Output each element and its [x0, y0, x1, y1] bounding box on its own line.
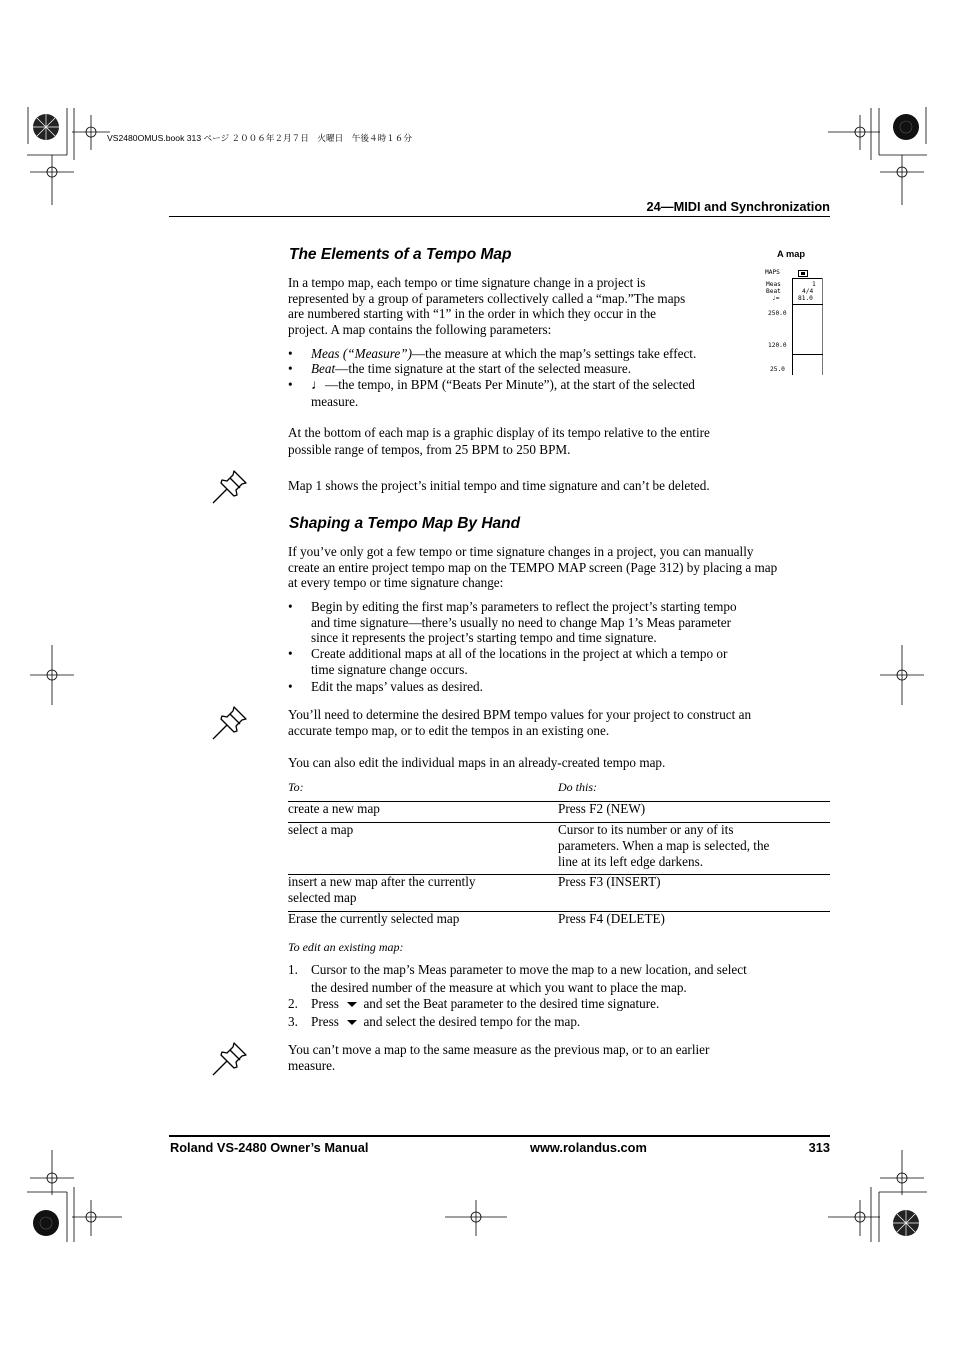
step-text: and select the desired tempo for the map.: [363, 1014, 581, 1029]
beat-value: 4/4: [802, 288, 814, 295]
scale-min: 25.0: [770, 366, 785, 373]
table-row-2-do: [558, 822, 823, 869]
page-number: 313: [808, 1140, 830, 1155]
text-line: selected map: [288, 889, 357, 905]
text-line: represented by a group of parameters collectively called a “map.”The maps: [288, 290, 686, 306]
lcd-map-figure: [765, 268, 827, 378]
text-line: are numbered starting with “1” in the order in which they occur in the: [288, 306, 657, 322]
figure-caption: A map: [777, 249, 806, 259]
text-line: line at its left edge darkens.: [558, 853, 704, 869]
cursor-down-icon: [345, 1000, 359, 1009]
bullet-edit-first: • Begin by editing the first map’s parameters to reflect the project’s starting tempo and time signature—there’s usually no need to change Map 1’s Meas parameter since it represents the project’s starting tempo and time signature.: [288, 599, 737, 646]
lcd-rule: [792, 278, 823, 279]
map-right-edge: [822, 278, 823, 375]
footer-url: www.rolandus.com: [530, 1140, 647, 1155]
step-2: [288, 996, 828, 1012]
closing-paragraph: [288, 425, 808, 457]
note-map1: Map 1 shows the project’s initial tempo and time signature and can’t be deleted.: [288, 478, 710, 493]
text-line: In a tempo map, each tempo or time signature change in a project is: [288, 275, 646, 290]
map-number-fill: [801, 272, 805, 275]
chapter-title: 24—MIDI and Synchronization: [646, 199, 830, 214]
meas-label: Meas: [766, 281, 781, 288]
cursor-down-icon: [345, 1018, 359, 1027]
text-line: measure.: [288, 1057, 336, 1073]
map-number-box: [798, 270, 808, 277]
bullet-create-additional: • Create additional maps at all of the locations in the project at which a tempo or time signature change occurs.: [288, 646, 728, 677]
table-row-3-do: Press F3 (INSERT): [558, 874, 661, 889]
text-line: Edit the maps’ values as desired.: [311, 679, 483, 694]
table-row-4-to: Erase the currently selected map: [288, 911, 460, 926]
pushpin-note-icon: [210, 468, 250, 506]
also-paragraph: You can also edit the individual maps in an already-created tempo map.: [288, 755, 666, 770]
definition: —the time signature at the start of the selected measure.: [335, 361, 632, 376]
footer-manual-title: Roland VS-2480 Owner’s Manual: [170, 1140, 369, 1155]
step-number: 2.: [288, 996, 298, 1011]
map-left-edge: [792, 278, 793, 375]
text-line: Begin by editing the first map’s parameters to reflect the project’s starting tempo: [311, 599, 737, 614]
term: Meas (“Measure”): [311, 346, 412, 361]
table-row-2-to: select a map: [288, 822, 354, 837]
procedure-title: To edit an existing map:: [288, 940, 404, 954]
definition: —the measure at which the map’s settings take effect.: [411, 346, 697, 361]
quarter-note-icon: ♩: [311, 378, 325, 393]
step-3: [288, 1014, 828, 1030]
text-line: project. A map contains the following parameters:: [288, 322, 552, 338]
bullet-beat: • Beat—the time signature at the start of the selected measure.: [288, 361, 632, 376]
note-bpm: [288, 707, 833, 738]
bullet-edit-values: • Edit the maps’ values as desired.: [288, 679, 483, 694]
step-text: Press: [311, 1014, 339, 1029]
table-header-to: To:: [288, 780, 304, 794]
term: Beat: [311, 361, 336, 376]
pushpin-note-icon: [210, 704, 250, 742]
step-text: Press: [311, 996, 339, 1011]
table-row-1-do: Press F2 (NEW): [558, 801, 646, 816]
lcd-title: MAPS: [765, 269, 780, 276]
text-line: At the bottom of each map is a graphic display of its tempo relative to the entire: [288, 425, 710, 440]
print-slug: VS2480OMUS.book 313 ページ ２００６年２月７日 火曜日 午後４時１６分: [107, 133, 412, 143]
text-line: If you’ve only got a few tempo or time signature changes in a project, you can manually: [288, 544, 754, 559]
text-line: Create additional maps at all of the locations in the project at which a tempo or: [311, 646, 728, 661]
table-row-4-do: Press F4 (DELETE): [558, 911, 665, 926]
tempo-value: 81.0: [798, 295, 813, 302]
text-line: accurate tempo map, or to edit the tempos in an existing one.: [288, 722, 610, 738]
section-heading-elements: The Elements of a Tempo Map: [289, 246, 512, 263]
definition: measure.: [311, 393, 359, 409]
tempo-label: ♩=: [772, 295, 780, 302]
scale-max: 250.0: [768, 310, 787, 317]
text-line: time signature change occurs.: [311, 661, 468, 677]
table-row-3-to: [288, 874, 543, 906]
beat-label: Beat: [766, 288, 781, 295]
text-line: and time signature—there’s usually no need to change Map 1’s Meas parameter: [311, 614, 732, 630]
table-row-1-to: create a new map: [288, 801, 380, 816]
text-line: You can’t move a map to the same measure as the previous map, or to an earlier: [288, 1042, 710, 1057]
shaping-intro: [288, 544, 833, 591]
bullet-meas: • Meas (“Measure”)—the measure at which the map’s settings take effect.: [288, 346, 697, 361]
text-line: You’ll need to determine the desired BPM tempo values for your project to construct an: [288, 707, 752, 722]
text-line: Cursor to the map’s Meas parameter to move the map to a new location, and select: [311, 962, 747, 977]
step-number: 1.: [288, 962, 298, 977]
section-heading-shaping: Shaping a Tempo Map By Hand: [289, 515, 521, 532]
table-header-do: Do this:: [558, 780, 597, 794]
text-line: at every tempo or time signature change:: [288, 575, 504, 591]
text-line: parameters. When a map is selected, the: [558, 837, 770, 853]
text-line: create an entire project tempo map on the TEMPO MAP screen (Page 312) by placing a map: [288, 559, 778, 575]
intro-paragraph: [288, 275, 748, 338]
definition: —the tempo, in BPM (“Beats Per Minute”), at the start of the selected: [325, 377, 695, 392]
step-number: 3.: [288, 1014, 298, 1029]
pushpin-note-icon: [210, 1040, 250, 1078]
text-line: since it represents the project’s starting tempo and time signature.: [311, 630, 657, 646]
graph-top-rule: [792, 304, 823, 305]
text-line: possible range of tempos, from 25 BPM to 250 BPM.: [288, 441, 571, 457]
meas-value: 1: [812, 281, 816, 288]
footer-rule: [169, 1135, 830, 1137]
scale-mid: 120.0: [768, 342, 787, 349]
step-1: [288, 962, 828, 995]
bullet-tempo: • ♩—the tempo, in BPM (“Beats Per Minute”), at the start of the selected measure.: [288, 377, 695, 409]
note-move-map: [288, 1042, 828, 1073]
step-text: and set the Beat parameter to the desired time signature.: [363, 996, 660, 1011]
header-rule: [169, 216, 830, 217]
text-line: the desired number of the measure at which you want to place the map.: [311, 979, 687, 995]
text-line: insert a new map after the currently: [288, 874, 476, 889]
tempo-level-line: [792, 354, 823, 355]
text-line: Cursor to its number or any of its: [558, 822, 734, 837]
